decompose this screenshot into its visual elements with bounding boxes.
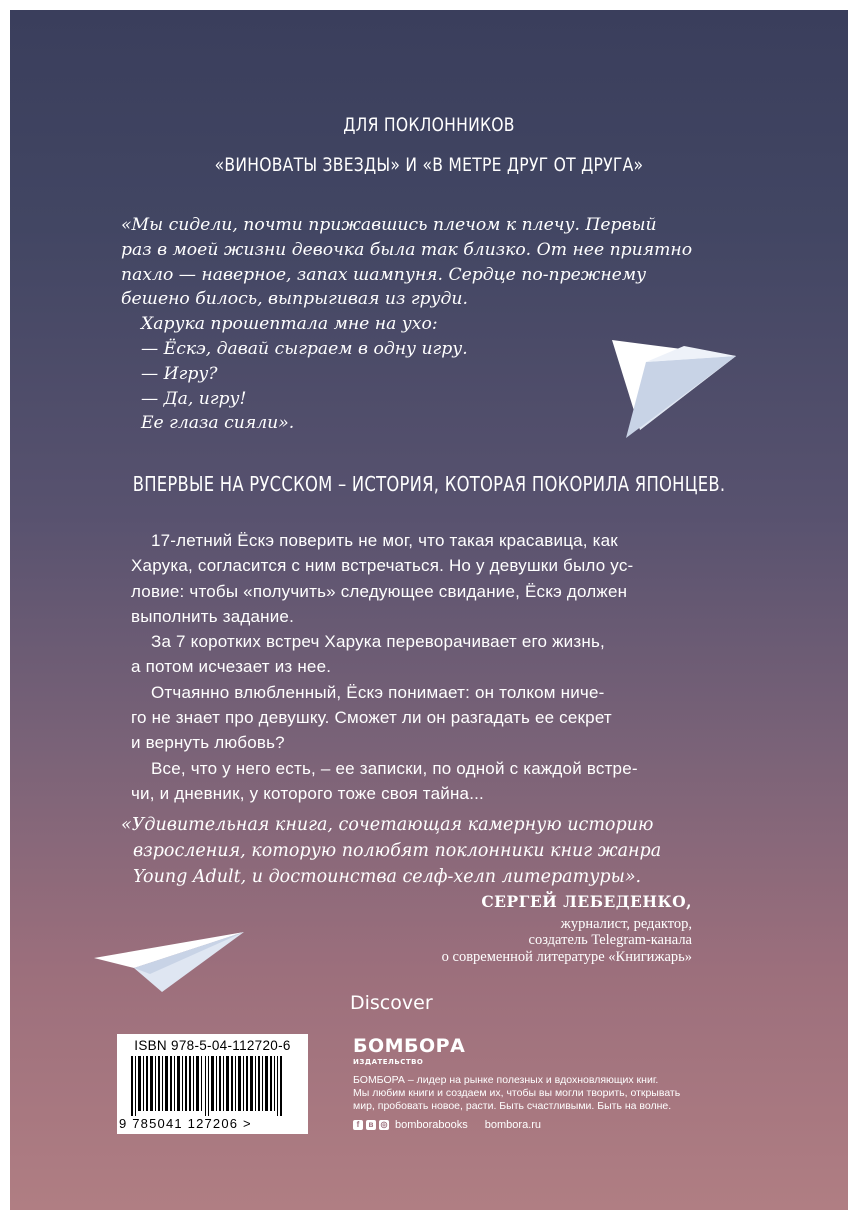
heading-fans: ДЛЯ ПОКЛОННИКОВ (343, 114, 515, 136)
publisher-line: мир, пробовать новое, расти. Быть счастливыми. Быть на волне. (353, 1100, 672, 1112)
publisher-description (353, 1074, 680, 1113)
excerpt-line: бешено билось, выпрыгивая из груди. (121, 289, 468, 310)
book-back-cover (10, 10, 848, 1210)
paper-plane-icon (606, 300, 742, 450)
instagram-icon: ◎ (380, 1120, 388, 1129)
tagline: ВПЕРВЫЕ НА РУССКОМ – ИСТОРИЯ, КОТОРАЯ ПОКОРИЛА ЯПОНЦЕВ. (132, 472, 726, 496)
excerpt-line: Ее глаза сияли». (141, 413, 295, 434)
description-line: Харука, согласится с ним встречаться. Но у девушки было ус- (131, 556, 634, 576)
review-line: Young Adult, и достоинства селф-хелп литературы». (133, 867, 642, 887)
review-line: «Удивительная книга, сочетающая камерную историю (121, 815, 654, 835)
description-line: За 7 коротких встреч Харука переворачивает его жизнь, (151, 632, 605, 652)
review-quote (121, 812, 661, 890)
excerpt-line: — Да, игру! (141, 388, 247, 409)
description-line: чи, и дневник, у которого тоже своя тайна... (131, 783, 484, 803)
description-line: Отчаянно влюбленный, Ёскэ понимает: он толком ниче- (151, 682, 605, 702)
discover-logo-text: Discover (350, 992, 433, 1014)
facebook-icon: f (353, 1120, 363, 1130)
website: bombora.ru (484, 1119, 542, 1131)
barcode-bars (131, 1056, 294, 1116)
excerpt-line: раз в моей жизни девочка была так близко. От нее приятно (121, 239, 693, 260)
vk-icon: в (366, 1120, 376, 1130)
author-name: СЕРГЕЙ ЛЕБЕДЕНКО, (481, 892, 692, 911)
discover-logo (350, 992, 433, 1014)
publisher-socials (353, 1119, 541, 1131)
author-role: создатель Telegram-канала (528, 932, 692, 948)
paper-plane-icon (90, 928, 250, 998)
excerpt-line: — Игру? (141, 363, 218, 384)
description-line: го не знает про девушку. Сможет ли он разгадать ее секрет (131, 708, 612, 728)
excerpt-line: — Ёскэ, давай сыграем в одну игру. (141, 338, 468, 359)
bombora-logo-subtitle: ИЗДАТЕЛЬСТВО (353, 1058, 424, 1066)
description (131, 528, 711, 806)
review-author (442, 894, 692, 965)
author-role: о современной литературе «Книгижарь» (441, 948, 692, 965)
description-line: а потом исчезает из нее. (131, 657, 332, 677)
description-line: выполнить задание. (131, 606, 294, 626)
excerpt-line: «Мы сидели, почти прижавшись плечом к плечу. Первый (121, 215, 657, 235)
isbn-barcode (117, 1034, 308, 1134)
description-line: 17-летний Ёскэ поверить не мог, что такая красавица, как (151, 531, 618, 550)
heading-fans-titles: «ВИНОВАТЫ ЗВЕЗДЫ» И «В МЕТРЕ ДРУГ ОТ ДРУГА» (214, 154, 644, 176)
excerpt-line: Харука прошептала мне на ухо: (141, 314, 438, 335)
barcode-digits: 9 785041 127206 > (119, 1116, 252, 1131)
review-line: взросления, которую полюбят поклонники книг жанра (133, 841, 662, 861)
isbn-number: ISBN 978-5-04-112720-6 (134, 1038, 291, 1053)
description-line: Все, что у него есть, – ее записки, по одной с каждой встре- (151, 758, 638, 778)
bombora-logo: БОМБОРА (353, 1035, 466, 1057)
description-line: ловие: чтобы «получить» следующее свидание, Ёскэ должен (131, 581, 628, 601)
publisher-line: Мы любим книги и создаем их, чтобы вы могли творить, открывать (353, 1087, 681, 1099)
excerpt-line: пахло — наверное, запах шампуня. Сердце по-прежнему (121, 264, 647, 285)
author-role: журналист, редактор, (560, 915, 692, 932)
social-handle: bomborabooks (395, 1119, 468, 1131)
description-line: и вернуть любовь? (131, 733, 285, 753)
publisher-line: БОМБОРА – лидер на рынке полезных и вдохновляющих книг. (353, 1074, 659, 1086)
